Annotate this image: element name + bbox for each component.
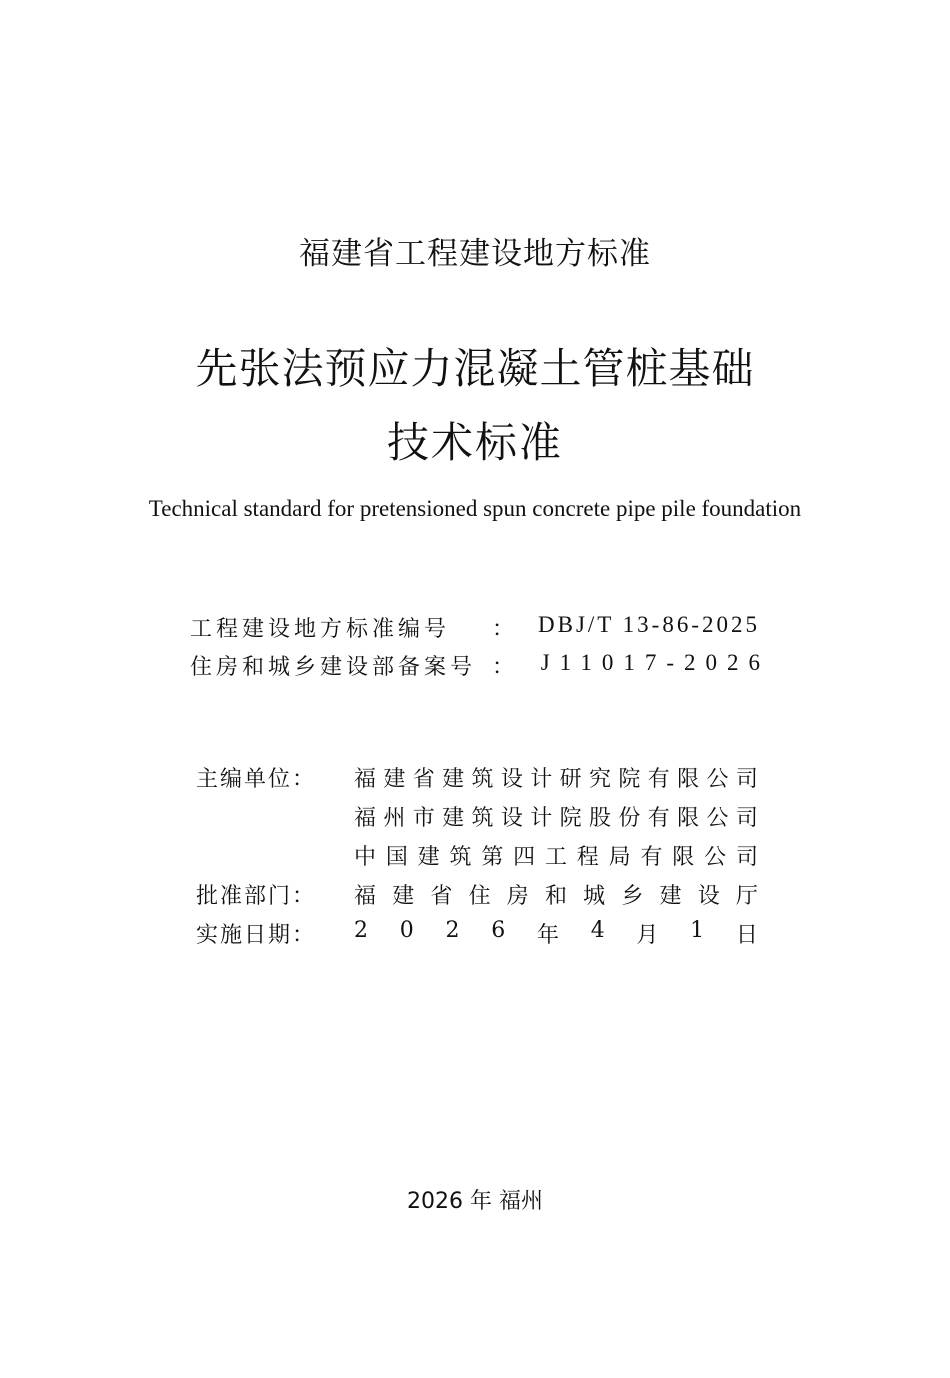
record-number-label: 住房和城乡建设部备案号 [190, 655, 477, 680]
local-standard-code-row [190, 612, 760, 642]
chief-unit-2: 福 州 市 建 筑 设 计 院 股 份 有 限 公 司 [354, 806, 758, 831]
code-colon: ： [492, 617, 515, 642]
publication-footer [0, 1184, 950, 1215]
publication-year: 2026 年 [407, 1189, 492, 1214]
chief-unit-3: 中 国 建 筑 第 四 工 程 局 有 限 公 司 [354, 845, 758, 870]
effective-date-label: 实施日期： [196, 923, 317, 948]
record-number-row [190, 650, 770, 680]
local-standard-code-value: DBJ/T 13-86-2025 [538, 612, 760, 637]
local-standard-code-label: 工程建设地方标准编号 [190, 617, 451, 642]
publication-city: 福州 [498, 1189, 543, 1214]
chief-unit-1: 福 建 省 建 筑 设 计 研 究 院 有 限 公 司 [354, 767, 758, 792]
approval-department: 福 建 省 住 房 和 城 乡 建 设 厅 [354, 884, 758, 909]
title-line-1: 先张法预应力混凝土管桩基础 [195, 344, 755, 393]
record-number-value: J11017-2026 [540, 650, 770, 675]
approval-label: 批准部门： [196, 884, 317, 909]
title-line-2: 技术标准 [386, 418, 563, 467]
code-colon: ： [492, 655, 515, 680]
chief-editor-label: 主编单位： [196, 767, 317, 792]
effective-date: 2 0 2 6 年 4 月 1 日 [354, 918, 758, 948]
standard-series: 福建省工程建设地方标准 [299, 236, 651, 272]
english-title: Technical standard for pretensioned spun concrete pipe pile foundation [148, 496, 802, 521]
